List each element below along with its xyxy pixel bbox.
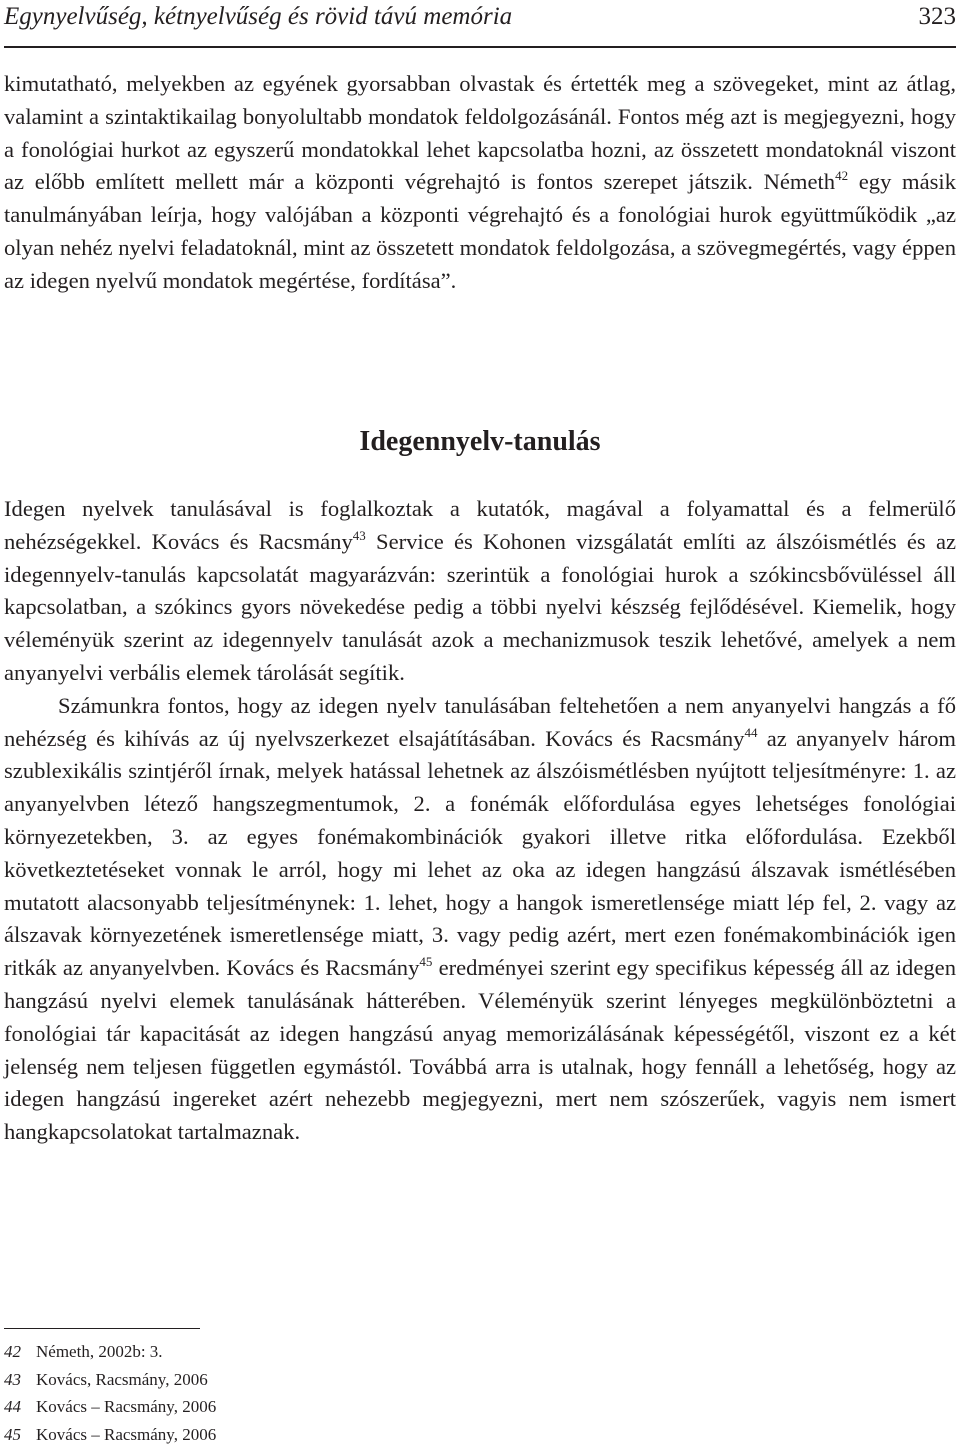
footnote	[4, 1366, 216, 1394]
footnote	[4, 1393, 216, 1421]
paragraph-2-text-b: Service és Kohonen vizsgálatát említi az álszóismétlés és az idegennyelv-tanulás kapcsolatát magyarázván: szerintük a fonológiai hurok a szókincsbővüléssel áll kapcsolatban, a szókincs gyors növekedése pedig a többi nyelvi készség fejlődésével. Kiemelik, hogy véleményük szerint az idegennyelv tanulását azok a mechanizmusok teszik lehetővé, amelyek a nem anyanyelvi verbális elemek tárolását segítik.	[4, 529, 956, 685]
paragraph-1-text-b: egy másik tanulmányában leírja, hogy valójában a központi végrehajtó és a fonológiai hurok együttműködik „az olyan nehéz nyelvi feladatoknál, mint az összetett mondatok feldolgozása, a szövegmegértés, vagy éppen az idegen nyelvű mondatok megértése, fordítása”.	[4, 169, 956, 292]
paragraph-2	[4, 493, 956, 690]
footnote-ref-44[interactable]: 44	[744, 725, 757, 740]
section-body	[4, 493, 956, 1149]
footnote-number: 45	[4, 1421, 36, 1448]
footnote-number: 44	[4, 1393, 36, 1421]
paragraph-3-text-b: az anyanyelv három szublexikális szintjéről írnak, melyek hatással lehetnek az álszóismétlésben nyújtott teljesítményre: 1. az anyanyelvben létező hangszegmentumok, 2. a fonémák előfordulása egyes lehetséges fonológiai környezetekben, 3. az egyes fonémakombinációk gyakori illetve ritka előfordulása. Ezekből következtetéseket vonnak le arról, hogy mi lehet az oka az idegen hangzású álszavak ismétlésében mutatott alacsonyabb teljesítménynek: 1. lehet, hogy a hangok ismeretlensége miatt lép fel, 2. vagy az álszavak környezetének ismeretlensége miatt, 3. vagy pedig azért, mert ezen fonémakombinációk igen ritkák az anyanyelvben. Kovács és Racsmány	[4, 726, 956, 981]
paragraph-1	[4, 68, 956, 298]
footnote	[4, 1338, 216, 1366]
footnote-separator	[4, 1328, 200, 1329]
running-title: Egynyelvűség, kétnyelvűség és rövid távú memória	[4, 3, 512, 31]
footnote-ref-45[interactable]: 45	[419, 954, 432, 969]
footnotes	[4, 1338, 216, 1448]
paragraph-1-text-a: kimutatható, melyekben az egyének gyorsabban olvastak és értették meg a szövegeket, mint az átlag, valamint a szintaktikailag bonyolultabb mondatok feldolgozásánál. Fontos még azt is megjegyezni, hogy a fonológiai hurkot az egyszerű mondatokkal lehet kapcsolatba hozni, az összetett mondatoknál viszont az előbb említett mellett már a központi végrehajtó is fontos szerepet játszik. Németh	[4, 71, 956, 194]
paragraph-3	[4, 690, 956, 1149]
footnote-number: 43	[4, 1366, 36, 1394]
footnote	[4, 1421, 216, 1448]
paragraph-2-text-a: Idegen nyelvek tanulásával is foglalkoztak a kutatók, magával a folyamattal és a felmerülő nehézségekkel. Kovács és Racsmány	[4, 496, 956, 554]
paragraph-3-text-c: eredményei szerint egy specifikus képesség áll az idegen hangzású nyelvi elemek tanulásának hátterében. Véleményük szerint lényeges megkülönböztetni a fonológiai tár kapacitását az idegen hangzású anyag memorizálásának képességétől, viszont ez a két jelenség nem teljesen független egymástól. Továbbá arra is utalnak, hogy fennáll a lehetőség, hogy az idegen hangzású ingereket azért nehezebb megjegyezni, mert nem szószerűek, vagyis nem ismert hangkapcsolatokat tartalmaznak.	[4, 955, 956, 1144]
running-header	[4, 0, 956, 48]
paragraph-3-text-a: Számunkra fontos, hogy az idegen nyelv tanulásában feltehetően a nem anyanyelvi hangzás a fő nehézség és kihívás az új nyelvszerkezet elsajátításában. Kovács és Racsmány	[4, 693, 956, 751]
footnote-ref-43[interactable]: 43	[353, 528, 366, 543]
page-number: 323	[919, 3, 957, 31]
footnote-text: Németh, 2002b: 3.	[36, 1342, 163, 1361]
footnote-number: 42	[4, 1338, 36, 1366]
footnote-text: Kovács, Racsmány, 2006	[36, 1370, 208, 1389]
footnote-ref-42[interactable]: 42	[835, 168, 848, 183]
footnote-text: Kovács – Racsmány, 2006	[36, 1397, 216, 1416]
section-heading: Idegennyelv-tanulás	[0, 424, 960, 460]
footnote-text: Kovács – Racsmány, 2006	[36, 1425, 216, 1444]
